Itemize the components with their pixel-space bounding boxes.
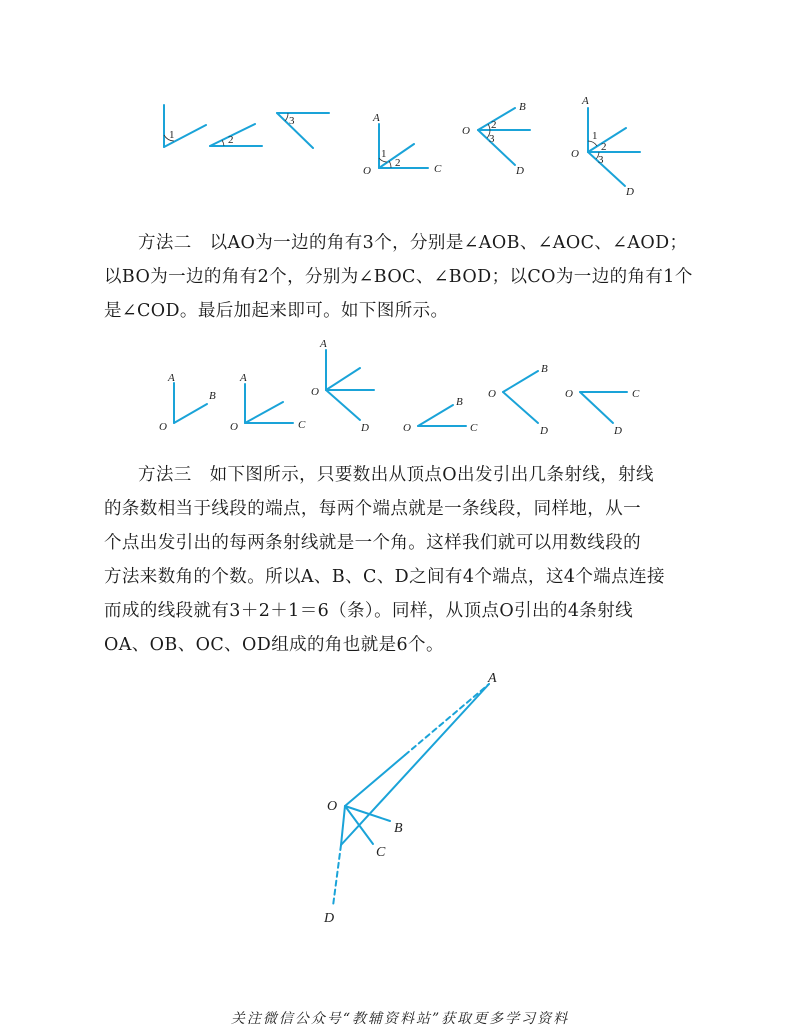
svg-text:B: B [456, 396, 463, 408]
angle-diagram-5 [462, 101, 530, 177]
rays-diagram [0, 660, 800, 930]
svg-text:B: B [541, 363, 548, 375]
svg-text:O: O [159, 421, 167, 433]
svg-text:3: 3 [489, 133, 495, 145]
method-three-line-2: 的条数相当于线段的端点，每两个端点就是一条线段，同样地，从一 [104, 499, 641, 519]
svg-text:B: B [209, 390, 216, 402]
svg-text:A: A [168, 372, 175, 384]
method-three-line-1: 方法三 如下图所示，只要数出从顶点O出发引出几条射线，射线 [138, 465, 654, 485]
label-A: A [488, 671, 497, 686]
angle-diagram-2 [210, 124, 262, 146]
angle-pair-AOD [311, 338, 374, 434]
angle-diagram-3 [277, 113, 329, 148]
svg-text:O: O [403, 422, 411, 434]
svg-text:O: O [311, 386, 319, 398]
method-three-line-6: OA、OB、OC、OD组成的角也就是6个。 [104, 635, 444, 655]
svg-text:A: A [240, 372, 247, 384]
angle-pair-COD [565, 388, 640, 437]
svg-text:2: 2 [491, 119, 497, 131]
svg-text:C: C [298, 419, 306, 431]
angle-pair-BOD [488, 363, 548, 437]
label-O: O [363, 165, 371, 177]
label-B: B [394, 821, 403, 836]
svg-text:1: 1 [381, 148, 387, 160]
angle-figure-row-1 [0, 90, 800, 200]
method-two-paragraph [104, 226, 704, 328]
angle-pair-AOB [159, 372, 216, 433]
svg-text:C: C [470, 422, 478, 434]
label-B: B [519, 101, 526, 113]
label-2: 2 [228, 134, 234, 146]
method-three-line-5: 而成的线段就有3＋2＋1＝6（条）。同样，从顶点O引出的4条射线 [104, 601, 634, 621]
method-two-line-3: 是∠COD。最后加起来即可。如下图所示。 [104, 301, 449, 321]
label-3: 3 [289, 115, 295, 127]
method-three-paragraph [104, 458, 704, 662]
svg-text:D: D [540, 425, 548, 437]
svg-text:D: D [361, 422, 369, 434]
svg-text:1: 1 [592, 130, 598, 142]
label-O: O [327, 799, 338, 814]
label-D: D [626, 186, 634, 198]
svg-text:D: D [614, 425, 622, 437]
angle-diagram-4 [363, 112, 442, 177]
angle-pair-BOC [403, 396, 478, 434]
svg-text:3: 3 [598, 154, 604, 166]
svg-text:C: C [632, 388, 640, 400]
label-C: C [434, 163, 442, 175]
method-two-line-2: 以BO为一边的角有2个，分别为∠BOC、∠BOD；以CO为一边的角有1个 [104, 267, 693, 287]
label-D: D [324, 911, 335, 926]
label-D: D [516, 165, 524, 177]
svg-text:2: 2 [601, 141, 607, 153]
svg-text:O: O [488, 388, 496, 400]
svg-text:O: O [230, 421, 238, 433]
svg-text:2: 2 [395, 157, 401, 169]
label-O: O [462, 125, 470, 137]
method-two-line-1: 方法二 以AO为一边的角有3个，分别是∠AOB、∠AOC、∠AOD； [138, 233, 688, 253]
angle-diagram-1 [164, 105, 206, 147]
angle-pair-AOC [230, 372, 306, 433]
method-three-line-4: 方法来数角的个数。所以A、B、C、D之间有4个端点，这4个端点连接 [104, 567, 665, 587]
label-1: 1 [169, 129, 175, 141]
angle-diagram-6 [571, 95, 640, 198]
svg-text:O: O [565, 388, 573, 400]
footer-watermark: 关注微信公众号“教辅资料站”获取更多学习资料 [230, 1011, 570, 1027]
label-O: O [571, 148, 579, 160]
label-A: A [582, 95, 589, 107]
method-three-line-3: 个点出发引出的每两条射线就是一个角。这样我们就可以用数线段的 [104, 533, 641, 553]
angle-figure-row-2 [0, 335, 800, 440]
label-C: C [376, 845, 386, 860]
label-A: A [373, 112, 380, 124]
svg-text:A: A [320, 338, 327, 350]
